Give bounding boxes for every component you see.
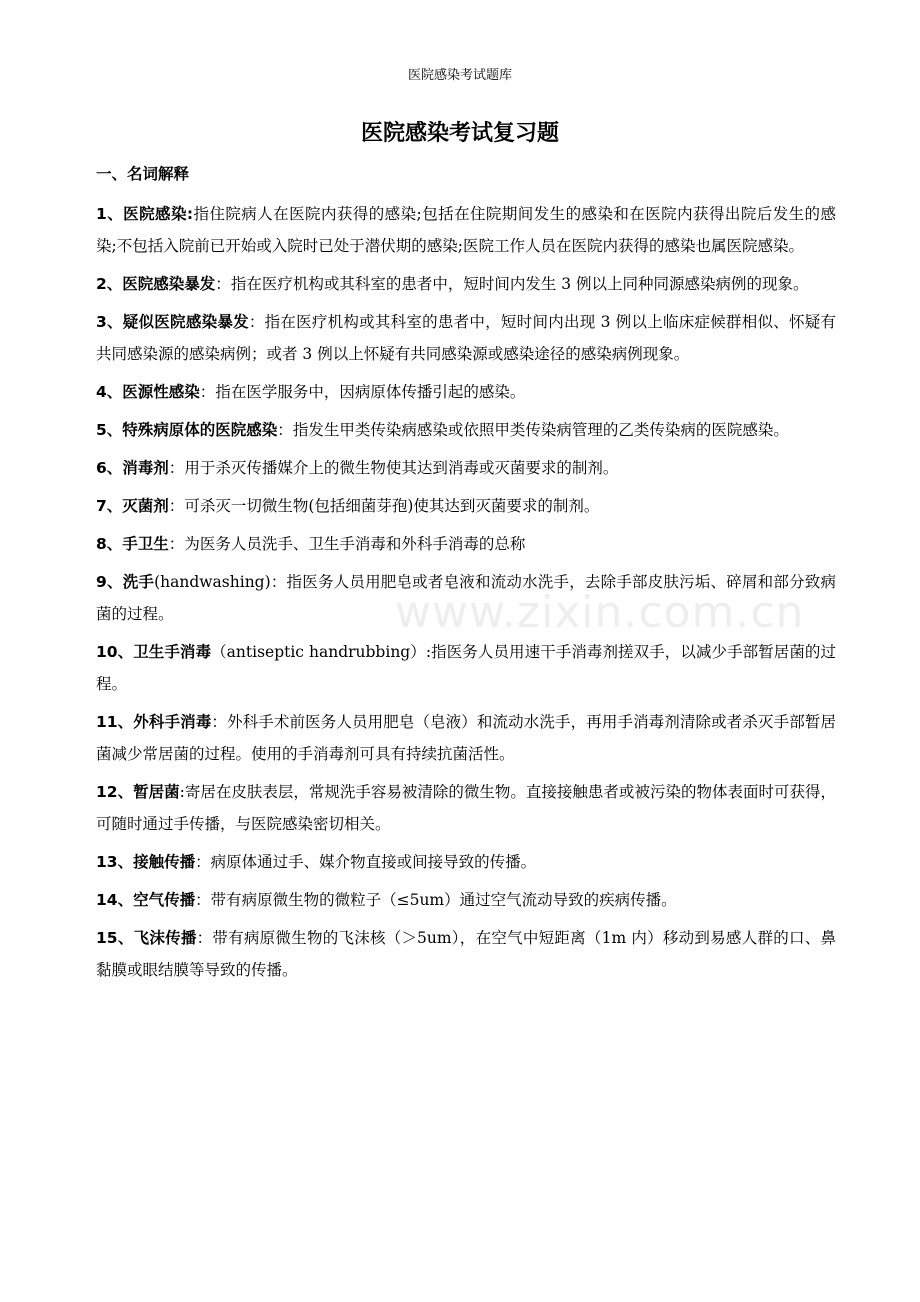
entry-definition: 带有病原微生物的微粒子（≤5um）通过空气流动导致的疾病传播。 [210,891,677,909]
definition-list [96,198,836,992]
entry-definition: 指在医疗机构或其科室的患者中，短时间内出现 3 例以上临床症候群相似、怀疑有共同感染源的感染病例；或者 3 例以上怀疑有共同感染源或感染途径的感染病例现象。 [96,313,836,363]
entry-separator: ： [211,713,228,731]
entry-term: 14、空气传播 [96,891,196,909]
entry-separator: ： [168,459,185,477]
entry-definition: 指发生甲类传染病感染或依照甲类传染病管理的乙类传染病的医院感染。 [292,421,789,439]
entry-definition: 可杀灭一切微生物(包括细菌芽孢)使其达到灭菌要求的制剂。 [184,497,600,515]
entry-definition: 带有病原微生物的飞沫核（＞5um），在空气中短距离（1m 内）移动到易感人群的口、鼻黏膜或眼结膜等导致的传播。 [96,929,836,979]
entry-separator: ： [215,275,231,293]
entry-definition: (handwashing)：指医务人员用肥皂或者皂液和流动水洗手，去除手部皮肤污垢、碎屑和部分致病菌的过程。 [96,573,836,623]
entry-term: 8、手卫生 [96,535,169,553]
entry-term: 9、洗手 [96,573,155,591]
entry-separator: : [179,783,185,801]
entry-term: 3、疑似医院感染暴发 [96,313,249,331]
entry-separator: ： [195,891,211,909]
entry-term: 6、消毒剂 [96,459,169,477]
entry-definition: 用于杀灭传播媒介上的微生物使其达到消毒或灭菌要求的制剂。 [184,459,619,477]
entry-term: 5、特殊病原体的医院感染 [96,421,278,439]
definition-entry [96,636,836,700]
definition-entry [96,566,836,630]
section-heading: 一、名词解释 [96,165,190,183]
entry-definition: 外科手术前医务人员用肥皂（皂液）和流动水洗手，再用手消毒剂清除或者杀灭手部暂居菌减少常居菌的过程。使用的手消毒剂可具有持续抗菌活性。 [96,713,836,763]
definition-entry [96,452,836,484]
entry-term: 15、飞沫传播 [96,929,197,947]
entry-term: 4、医源性感染 [96,383,200,401]
definition-entry [96,306,836,370]
entry-term: 11、外科手消毒 [96,713,212,731]
entry-separator: ： [168,497,185,515]
definition-entry [96,268,836,300]
definition-entry [96,922,836,986]
entry-definition: 为医务人员洗手、卫生手消毒和外科手消毒的总称 [184,535,526,553]
definition-entry [96,776,836,840]
definition-entry [96,198,836,262]
entry-separator: ： [168,535,185,553]
entry-term: 13、接触传播 [96,853,196,871]
entry-definition: 病原体通过手、媒介物直接或间接导致的传播。 [210,853,537,871]
entry-term: 2、医院感染暴发 [96,275,216,293]
entry-definition: 指在医学服务中，因病原体传播引起的感染。 [215,383,526,401]
entry-separator: ： [277,421,293,439]
definition-entry [96,376,836,408]
running-header: 医院感染考试题库 [407,68,512,83]
definition-entry [96,884,836,916]
entry-definition: （antiseptic handrubbing）:指医务人员用速干手消毒剂搓双手，以减少手部暂居菌的过程。 [96,643,836,693]
entry-definition: 寄居在皮肤表层，常规洗手容易被清除的微生物。直接接触患者或被污染的物体表面时可获得，可随时通过手传播，与医院感染密切相关。 [96,783,836,833]
watermark: www.zixin.com.cn [395,587,805,638]
entry-term: 7、灭菌剂 [96,497,169,515]
entry-separator: ： [196,929,213,947]
definition-entry [96,528,836,560]
entry-separator: ： [199,383,216,401]
definition-entry [96,846,836,878]
definition-entry [96,490,836,522]
entry-term: 10、卫生手消毒 [96,643,212,661]
entry-separator: ： [248,313,265,331]
entry-separator: : [186,205,194,223]
page-title: 医院感染考试复习题 [360,121,559,146]
definition-entry [96,414,836,446]
entry-definition: 指在医疗机构或其科室的患者中，短时间内发生 3 例以上同种同源感染病例的现象。 [230,275,809,293]
entry-term: 1、医院感染 [96,205,187,223]
definition-entry [96,706,836,770]
entry-separator: ： [195,853,211,871]
entry-term: 12、暂居菌 [96,783,180,801]
entry-definition: 指住院病人在医院内获得的感染;包括在住院期间发生的感染和在医院内获得出院后发生的感染;不包括入院前已开始或入院时已处于潜伏期的感染;医院工作人员在医院内获得的感染也属医院感染。 [96,205,836,255]
